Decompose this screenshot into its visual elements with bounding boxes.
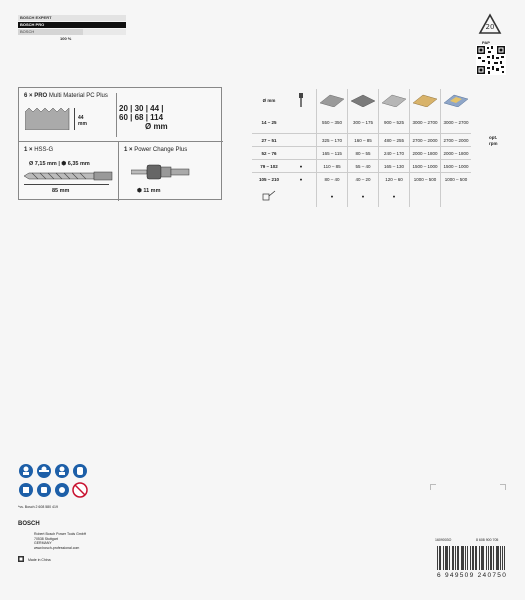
ce-mark-icon <box>18 556 24 562</box>
table-cell: 1500 – 1000 <box>410 160 441 173</box>
material-wood-board-icon <box>410 89 441 111</box>
holesaw-sizes-1: 20 | 30 | 44 | <box>119 104 164 113</box>
holesaw-qty: 6 × <box>24 93 33 99</box>
barcode-number: 6 949509 240750 <box>437 572 508 579</box>
holesaw-brand: PRO <box>34 93 48 99</box>
bosch-logo: BOSCH <box>18 521 40 527</box>
table-cell: 160 – 85 <box>348 134 379 147</box>
opt-rpm-label: opt. rpm <box>489 135 498 146</box>
holesaw-icon <box>25 108 71 130</box>
safety-icons <box>18 463 92 501</box>
table-cell: 3000 – 2700 <box>410 111 441 134</box>
table-cell: 900 – 525 <box>379 111 410 134</box>
table-cell: ● <box>317 185 348 207</box>
pap-label: PAP <box>482 40 490 45</box>
drill-name: HSS-G <box>34 147 54 153</box>
pilot-indicator <box>286 111 317 134</box>
table-cell: 165 – 130 <box>379 160 410 173</box>
adapter-hex: ⬢ 11 mm <box>137 188 161 194</box>
qr-code <box>476 45 506 75</box>
adapter-cell <box>119 142 223 201</box>
table-cell <box>441 185 472 207</box>
material-steel-icon <box>348 89 379 111</box>
depth-unit: mm <box>78 121 87 127</box>
table-cell <box>410 185 441 207</box>
speed-table <box>252 89 471 207</box>
table-cell: 110 – 85 <box>317 160 348 173</box>
pilot-indicator <box>286 134 317 147</box>
table-cell: 2700 – 2000 <box>410 134 441 147</box>
adapter-icon <box>131 157 191 187</box>
row-diameter: 27 – 51 <box>252 134 286 147</box>
table-header-row <box>252 89 471 111</box>
table-cell: 2000 – 1800 <box>441 147 472 160</box>
drill-cell <box>19 142 119 201</box>
tier-expert: BOSCH EXPERT <box>18 15 126 21</box>
made-in-label: Made in China <box>28 558 51 562</box>
table-cell: 80 – 40 <box>317 173 348 186</box>
material-aluminium-icon <box>379 89 410 111</box>
pilot-indicator: ● <box>286 160 317 173</box>
table-cell: ● <box>348 185 379 207</box>
tier-percent: 100 % <box>60 36 72 41</box>
reference-note: *vs. Bosch 2 608 580 419 <box>18 505 58 509</box>
contents-panel <box>18 87 222 200</box>
pilot-indicator: ● <box>286 173 317 186</box>
recycle-icon <box>477 12 503 38</box>
table-row <box>252 147 471 160</box>
depth-value: 44 <box>78 115 84 121</box>
table-cell: 550 – 350 <box>317 111 348 134</box>
barcode <box>437 546 505 570</box>
row-diameter: 14 – 25 <box>261 119 277 125</box>
table-cell: 325 – 170 <box>317 134 348 147</box>
table-row <box>252 160 471 173</box>
crop-mark <box>430 484 431 490</box>
drill-length: 85 mm <box>52 188 70 194</box>
adapter-name: Power Change Plus <box>134 147 188 153</box>
holesaw-sizes-unit: Ø mm <box>145 122 168 131</box>
product-code: 1609003O <box>435 538 452 542</box>
table-cell: 480 – 255 <box>379 134 410 147</box>
table-cell: ● <box>379 185 410 207</box>
table-cell: 2000 – 1800 <box>410 147 441 160</box>
adapter-qty: 1 × <box>124 147 133 153</box>
table-cell: 120 – 60 <box>379 173 410 186</box>
table-row <box>252 173 471 186</box>
drill-qty: 1 × <box>24 147 33 153</box>
table-row <box>252 185 471 207</box>
ppe-icon <box>19 464 87 497</box>
table-row <box>252 111 471 134</box>
drill-bit-icon <box>24 171 114 181</box>
row-diameter: 52 – 76 <box>252 147 286 160</box>
crop-mark <box>505 484 506 490</box>
table-cell: 300 – 175 <box>348 111 379 134</box>
article-number: 8 608 900 705 <box>476 538 499 542</box>
svg-text:20: 20 <box>485 23 495 31</box>
table-cell: 55 – 40 <box>348 160 379 173</box>
holesaw-cell <box>19 88 223 142</box>
tier-green: BOSCH <box>18 29 126 35</box>
table-header-diameter: Ø mm <box>262 97 276 103</box>
material-wood-icon <box>317 89 348 111</box>
table-cell: 165 – 115 <box>317 147 348 160</box>
holesaw-name: Multi Material PC Plus <box>48 93 108 99</box>
row-diameter: 105 – 210 <box>252 173 286 186</box>
pilot-drill-icon <box>286 89 317 111</box>
table-cell: 40 – 20 <box>348 173 379 186</box>
holesaw-sizes-2: 60 | 68 | 114 <box>119 113 164 122</box>
table-row <box>252 134 471 147</box>
accessory-icon <box>252 185 286 207</box>
address-block: Robert Bosch Power Tools GmbH 70538 Stuttgart GERMANY www.bosch-professional.com <box>34 532 87 550</box>
row-diameter: 79 – 102 <box>252 160 286 173</box>
drill-diameter: Ø 7,15 mm | ⬢ 6,35 mm <box>29 161 90 167</box>
pilot-indicator <box>286 147 317 160</box>
table-cell: 1000 – 500 <box>441 173 472 186</box>
table-cell: 3000 – 2700 <box>441 111 472 134</box>
table-cell: 2700 – 2000 <box>441 134 472 147</box>
material-plasterboard-icon <box>441 89 472 111</box>
website-link[interactable]: www.bosch-professional.com <box>34 545 80 550</box>
table-cell: 240 – 170 <box>379 147 410 160</box>
tier-pro: BOSCH PRO <box>18 22 126 28</box>
table-cell: 1500 – 1000 <box>441 160 472 173</box>
table-cell: 1000 – 500 <box>410 173 441 186</box>
table-cell: 80 – 55 <box>348 147 379 160</box>
